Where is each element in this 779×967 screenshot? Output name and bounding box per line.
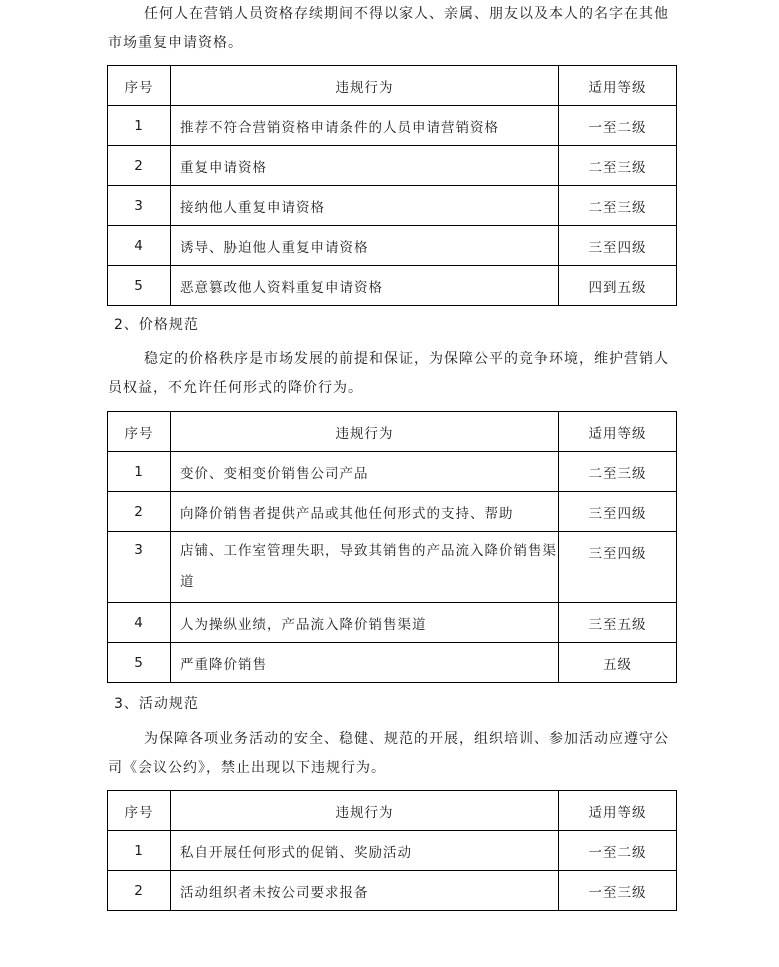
- table-row: [108, 186, 677, 226]
- table-header-row: [108, 66, 677, 106]
- cell-violation: 人为操纵业绩，产品流入降价销售渠道: [171, 603, 559, 643]
- table-row: [108, 266, 677, 306]
- section-3-paragraph: 为保障各项业务活动的安全、稳健、规范的开展，组织培训、参加活动应遵守公司《会议公约》，禁止出现以下违规行为。: [108, 731, 669, 776]
- table-row: [108, 452, 677, 492]
- cell-violation: 严重降价销售: [171, 643, 559, 683]
- cell-violation: 恶意篡改他人资料重复申请资格: [171, 266, 559, 306]
- cell-level: 二至三级: [559, 452, 677, 492]
- cell-level: 一至二级: [559, 831, 677, 871]
- cell-violation: 店铺、工作室管理失职，导致其销售的产品流入降价销售渠道: [171, 532, 559, 603]
- table-row: [108, 226, 677, 266]
- cell-violation: 向降价销售者提供产品或其他任何形式的支持、帮助: [171, 492, 559, 532]
- cell-level: 一至三级: [559, 871, 677, 911]
- cell-seq: 2: [108, 871, 171, 911]
- header-level: 适用等级: [559, 66, 677, 106]
- cell-seq: 4: [108, 226, 171, 266]
- cell-violation: 活动组织者未按公司要求报备: [171, 871, 559, 911]
- cell-level: 三至四级: [559, 492, 677, 532]
- cell-level: 五级: [559, 643, 677, 683]
- table-row: [108, 106, 677, 146]
- cell-seq: 1: [108, 452, 171, 492]
- section-3-heading: 3、活动规范: [114, 696, 199, 712]
- cell-violation: 私自开展任何形式的促销、奖励活动: [171, 831, 559, 871]
- cell-violation: 推荐不符合营销资格申请条件的人员申请营销资格: [171, 106, 559, 146]
- table-row: [108, 492, 677, 532]
- table-row: [108, 643, 677, 683]
- header-level: 适用等级: [559, 412, 677, 452]
- table-row: [108, 146, 677, 186]
- header-seq: 序号: [108, 66, 171, 106]
- cell-seq: 1: [108, 106, 171, 146]
- cell-violation: 接纳他人重复申请资格: [171, 186, 559, 226]
- table-row: [108, 831, 677, 871]
- cell-seq: 3: [108, 186, 171, 226]
- table-header-row: [108, 412, 677, 452]
- cell-seq: 4: [108, 603, 171, 643]
- table-header-row: [108, 791, 677, 831]
- cell-level: 四到五级: [559, 266, 677, 306]
- header-seq: 序号: [108, 412, 171, 452]
- header-seq: 序号: [108, 791, 171, 831]
- header-violation: 违规行为: [171, 791, 559, 831]
- table-row: [108, 603, 677, 643]
- cell-seq: 5: [108, 266, 171, 306]
- header-violation: 违规行为: [171, 66, 559, 106]
- section-2-heading: 2、价格规范: [114, 317, 199, 333]
- cell-seq: 2: [108, 146, 171, 186]
- table-row: [108, 532, 677, 603]
- header-violation: 违规行为: [171, 412, 559, 452]
- cell-violation: 变价、变相变价销售公司产品: [171, 452, 559, 492]
- table-row: [108, 871, 677, 911]
- cell-level: 一至二级: [559, 106, 677, 146]
- violation-table-2: [107, 411, 677, 683]
- intro-paragraph: 任何人在营销人员资格存续期间不得以家人、亲属、朋友以及本人的名字在其他市场重复申请资格。: [108, 6, 669, 51]
- cell-seq: 1: [108, 831, 171, 871]
- section-2-paragraph: 稳定的价格秩序是市场发展的前提和保证，为保障公平的竞争环境，维护营销人员权益，不允许任何形式的降价行为。: [108, 351, 669, 396]
- violation-table-1: [107, 65, 677, 306]
- cell-level: 三至四级: [559, 532, 677, 603]
- cell-violation: 重复申请资格: [171, 146, 559, 186]
- cell-level: 二至三级: [559, 186, 677, 226]
- violation-table-3: [107, 790, 677, 911]
- cell-seq: 3: [108, 532, 171, 603]
- cell-level: 三至五级: [559, 603, 677, 643]
- cell-seq: 5: [108, 643, 171, 683]
- header-level: 适用等级: [559, 791, 677, 831]
- cell-violation: 诱导、胁迫他人重复申请资格: [171, 226, 559, 266]
- cell-seq: 2: [108, 492, 171, 532]
- cell-level: 三至四级: [559, 226, 677, 266]
- cell-level: 二至三级: [559, 146, 677, 186]
